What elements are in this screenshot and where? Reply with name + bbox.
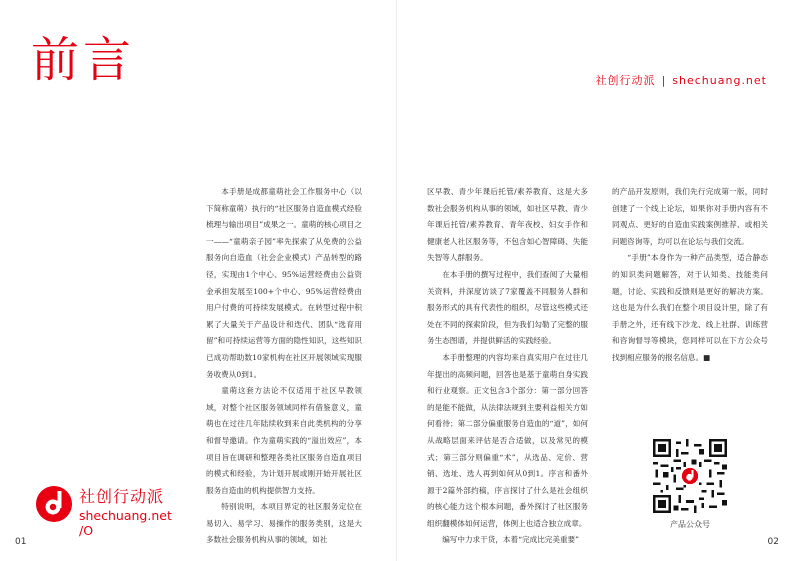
brand-logo [34,482,184,538]
qr-code-icon[interactable] [653,439,727,513]
paragraph: 的产品开发原则，我们先行完成第一版，同时创建了一个线上论坛，如果你对手册内容有不同观点、更好的自造血实践案例推荐、或相关问题咨询等，均可以在论坛与我们交流。 [612,187,768,246]
text-column-2 [427,184,588,549]
paragraph: 本手册是成都童萌社会工作服务中心（以下简称童萌）执行的“社区服务自造血模式经验梳理与输出项目”成果之一。童萌的核心项目之一——“童萌亲子园”率先探索了从免费的公益服务向自造血（社会企业模式）产品转型的路径，实现由1个中心、95%运营经费由公益资金承担发展至100+个中心、95%运营经费由用户付费的可持续发展模式。在转型过程中积累了大量关于产品设计和迭代、团队“选育用留”和可持续运营等方面的隐性知识，这些知识已成功帮助数10家机构在社区开展领域实现服务收费从0到1。 [206,187,362,379]
paragraph: 在本手册的撰写过程中，我们查阅了大量相关资料，并深度访谈了7家覆盖不同服务人群和服务形式的具有代表性的组织，尽管这些模式还处在不同的探索阶段，但为我们勾勒了完整的服务生态图谱，并提供鲜活的实践经验。 [427,269,588,346]
paragraph: 编写中力求干货，本着“完成比完美重要” [442,535,580,545]
logo-text-cn: 社创行动派 [79,487,165,506]
paragraph: 区早教、青少年课后托管/素养教育、这是大多数社会服务机构从事的领域，如社区早教、青少年课后托管/素养教育、青年夜校、妇女手作和健康老人社区服务等，不包含如心智障碍、失能失智等人群服务。 [427,187,588,263]
paragraph: 特别说明，本项目界定的社区服务定位在易切入、易学习、易操作的服务类别，这是大多数社会服务机构从事的领域，如社 [206,502,362,545]
logo-mark-icon [34,484,74,524]
brand-separator: | [661,74,667,87]
logo-text-en: shechuang.net /O [79,508,172,538]
text-column-1 [206,184,362,549]
paragraph: 童萌这套方法论不仅适用于社区早教领域，对整个社区服务领域同样有借鉴意义，童萌也在过往几年陆续收到来自此类机构的分享和督导邀请。作为童萌实践的“溢出效应”，本项目旨在调研和整理各类社区服务自造血项目的模式和经验，为计划开展或刚开始开展社区服务自造血的机构提供智力支持。 [206,386,362,495]
header-brand [596,72,767,88]
page-number-left: 01 [15,537,27,547]
brand-cn: 社创行动派 [595,74,656,87]
spread-gutter [396,0,397,561]
qr-caption: 产品公众号 [670,520,710,529]
paragraph: “手册”本身作为一种产品类型，适合静态的知识类问题解答，对于认知类、技能类问题，讨论、实践和反馈则是更好的解决方案。这也是为什么我们在整个项目设计里，除了有手册之外，还有线下沙龙、线上社群、训练营和咨询督导等模块，您同样可以在下方公众号找到相应服务的报名信息。■ [612,253,768,362]
page-title: 前言 [31,32,136,88]
page-number-right: 02 [767,537,779,547]
brand-en: shechuang.net [672,74,767,87]
text-column-3 [612,184,768,367]
paragraph: 本手册整理的内容均来自真实用户在过往几年提出的高频问题，回答也是基于童萌自身实践和行业观察。正文包含3个部分：第一部分回答的是能不能做，从法律法规到主要利益相关方如何看待；第二部分偏重服务自造血的“道”，如何从战略层面来评估是否合适做，以及常见的模式；第三部分则偏重“术”，从选品、定价、营销、选址、选人再到如何从0到1。序言和番外源于2篇外部约稿，序言探讨了什么是社会组织的核心能力这个根本问题，番外探讨了社区服务组织翻模体如何运营，体例上也适合独立成章。 [427,352,588,528]
